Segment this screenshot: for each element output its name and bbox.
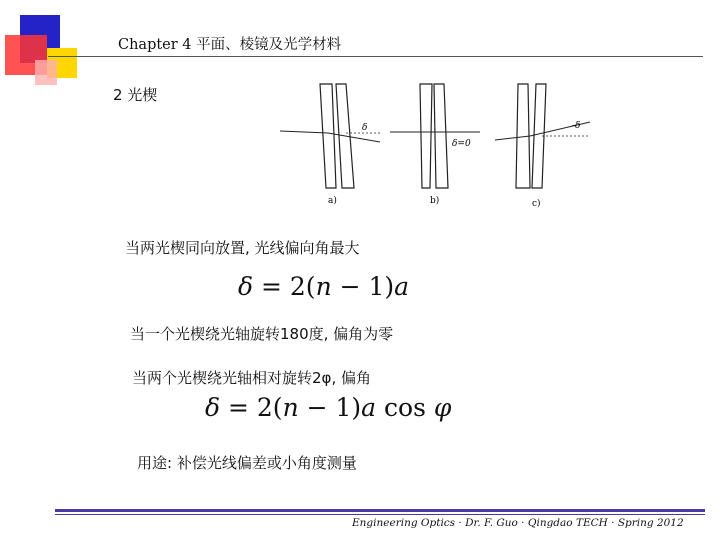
- text-same-direction: 当两光楔同向放置, 光线偏向角最大: [125, 239, 360, 257]
- footer-rule-thin: [55, 514, 705, 515]
- ray-a-in: [280, 131, 328, 133]
- angle-label-b: δ=0: [452, 139, 471, 149]
- formula2-cos: cos: [376, 393, 426, 422]
- chapter-title: Chapter 4 平面、棱镜及光学材料: [118, 37, 342, 53]
- angle-label-c: -δ: [572, 121, 581, 131]
- logo-square-pink: [35, 60, 57, 85]
- formula2-a: a: [361, 393, 377, 422]
- formula1-a: a: [394, 272, 410, 301]
- panel-label-b: b): [430, 196, 440, 206]
- panel-label-c: c): [532, 199, 541, 209]
- panel-label-a: a): [328, 196, 337, 206]
- formula1-mid: − 1): [331, 272, 395, 301]
- formula2-delta: δ: [205, 393, 221, 422]
- formula1-eq: = 2(: [253, 272, 316, 301]
- wedge-b-left: [420, 84, 432, 188]
- footer-credit: Engineering Optics · Dr. F. Guo · Qingdao TECH · Spring 2012: [352, 517, 684, 529]
- formula2-phi: φ: [433, 393, 452, 422]
- header-divider: [48, 56, 703, 57]
- wedge-a-left: [320, 84, 336, 188]
- wedge-panel-c: [495, 84, 590, 209]
- formula2-n: n: [282, 393, 299, 422]
- formula2-eq: = 2(: [220, 393, 283, 422]
- wedge-b-right: [434, 84, 448, 188]
- formula-cos-deviation: [205, 393, 451, 422]
- section-title: 2 光楔: [113, 86, 158, 104]
- text-rotate-180: 当一个光楔绕光轴旋转180度, 偏角为零: [130, 325, 394, 343]
- text-usage: 用途: 补偿光线偏差或小角度测量: [137, 454, 357, 472]
- footer-rule-thick: [55, 509, 705, 512]
- wedge-panel-b: [390, 84, 480, 206]
- formula-max-deviation: [238, 272, 409, 301]
- formula1-delta: δ: [238, 272, 254, 301]
- wedge-panel-a: [280, 84, 380, 206]
- angle-label-a: δ: [362, 123, 368, 133]
- optical-wedge-figure: [280, 78, 605, 218]
- ray-a-out: [328, 133, 380, 142]
- formula2-mid: − 1): [298, 393, 362, 422]
- text-relative-rotation: 当两个光楔绕光轴相对旋转2φ, 偏角: [132, 369, 371, 387]
- formula1-n: n: [315, 272, 332, 301]
